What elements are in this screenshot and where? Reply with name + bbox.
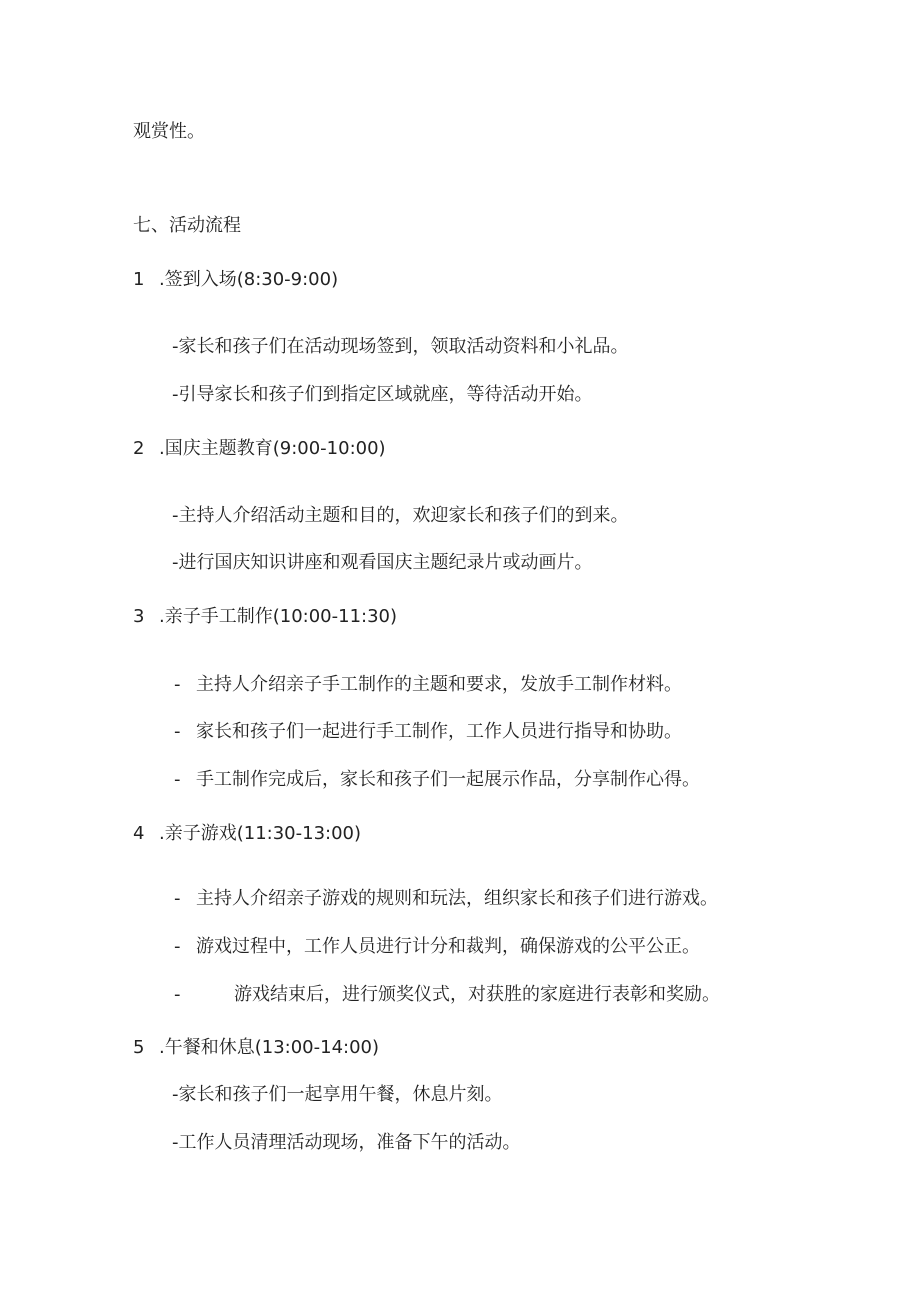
step-bullet — [174, 983, 720, 1007]
step-number: 4 — [133, 823, 145, 844]
step-bullet: -进行国庆知识讲座和观看国庆主题纪录片或动画片。 — [172, 552, 593, 573]
bullet-dash: - — [174, 936, 181, 957]
step-number: 3 — [133, 606, 145, 627]
step-number: 1 — [133, 269, 145, 290]
bullet-dash: - — [174, 674, 181, 695]
step-heading — [133, 605, 397, 629]
step-heading-text: .亲子手工制作(10:00-11:30) — [159, 606, 398, 627]
intro-tail-text: 观赏性。 — [133, 121, 205, 142]
step-bullet: -引导家长和孩子们到指定区域就座，等待活动开始。 — [172, 384, 593, 405]
bullet-text: 主持人介绍亲子手工制作的主题和要求，发放手工制作材料。 — [196, 674, 682, 695]
step-heading-text: .午餐和休息(13:00-14:00) — [159, 1037, 380, 1058]
bullet-dash: - — [174, 721, 181, 742]
step-bullet — [174, 673, 682, 697]
step-heading-text: .国庆主题教育(9:00-10:00) — [159, 438, 386, 459]
step-number: 2 — [133, 438, 145, 459]
step-heading-text: .签到入场(8:30-9:00) — [159, 269, 339, 290]
bullet-text: 家长和孩子们一起进行手工制作，工作人员进行指导和协助。 — [196, 721, 682, 742]
step-bullet — [174, 720, 682, 744]
step-heading — [133, 437, 386, 461]
bullet-text: 游戏过程中，工作人员进行计分和裁判，确保游戏的公平公正。 — [196, 936, 700, 957]
bullet-text: 主持人介绍亲子游戏的规则和玩法，组织家长和孩子们进行游戏。 — [196, 888, 718, 909]
bullet-dash: - — [174, 769, 181, 790]
step-bullet — [174, 935, 700, 959]
bullet-dash: - — [174, 888, 181, 909]
bullet-text: 游戏结束后，进行颁奖仪式，对获胜的家庭进行表彰和奖励。 — [234, 984, 720, 1005]
step-heading — [133, 822, 361, 846]
step-bullet: -工作人员清理活动现场，准备下午的活动。 — [172, 1132, 521, 1153]
step-bullet — [174, 768, 700, 792]
step-bullet: -主持人介绍活动主题和目的，欢迎家长和孩子们的到来。 — [172, 505, 629, 526]
step-bullet: -家长和孩子们一起享用午餐，休息片刻。 — [172, 1084, 503, 1105]
step-heading — [133, 268, 338, 292]
step-bullet — [174, 887, 718, 911]
section-title: 七、活动流程 — [133, 215, 241, 236]
step-bullet: -家长和孩子们在活动现场签到，领取活动资料和小礼品。 — [172, 336, 629, 357]
step-heading-text: .亲子游戏(11:30-13:00) — [159, 823, 362, 844]
bullet-text: 手工制作完成后，家长和孩子们一起展示作品，分享制作心得。 — [196, 769, 700, 790]
step-heading — [133, 1036, 379, 1060]
bullet-dash: - — [174, 984, 181, 1005]
step-number: 5 — [133, 1037, 145, 1058]
